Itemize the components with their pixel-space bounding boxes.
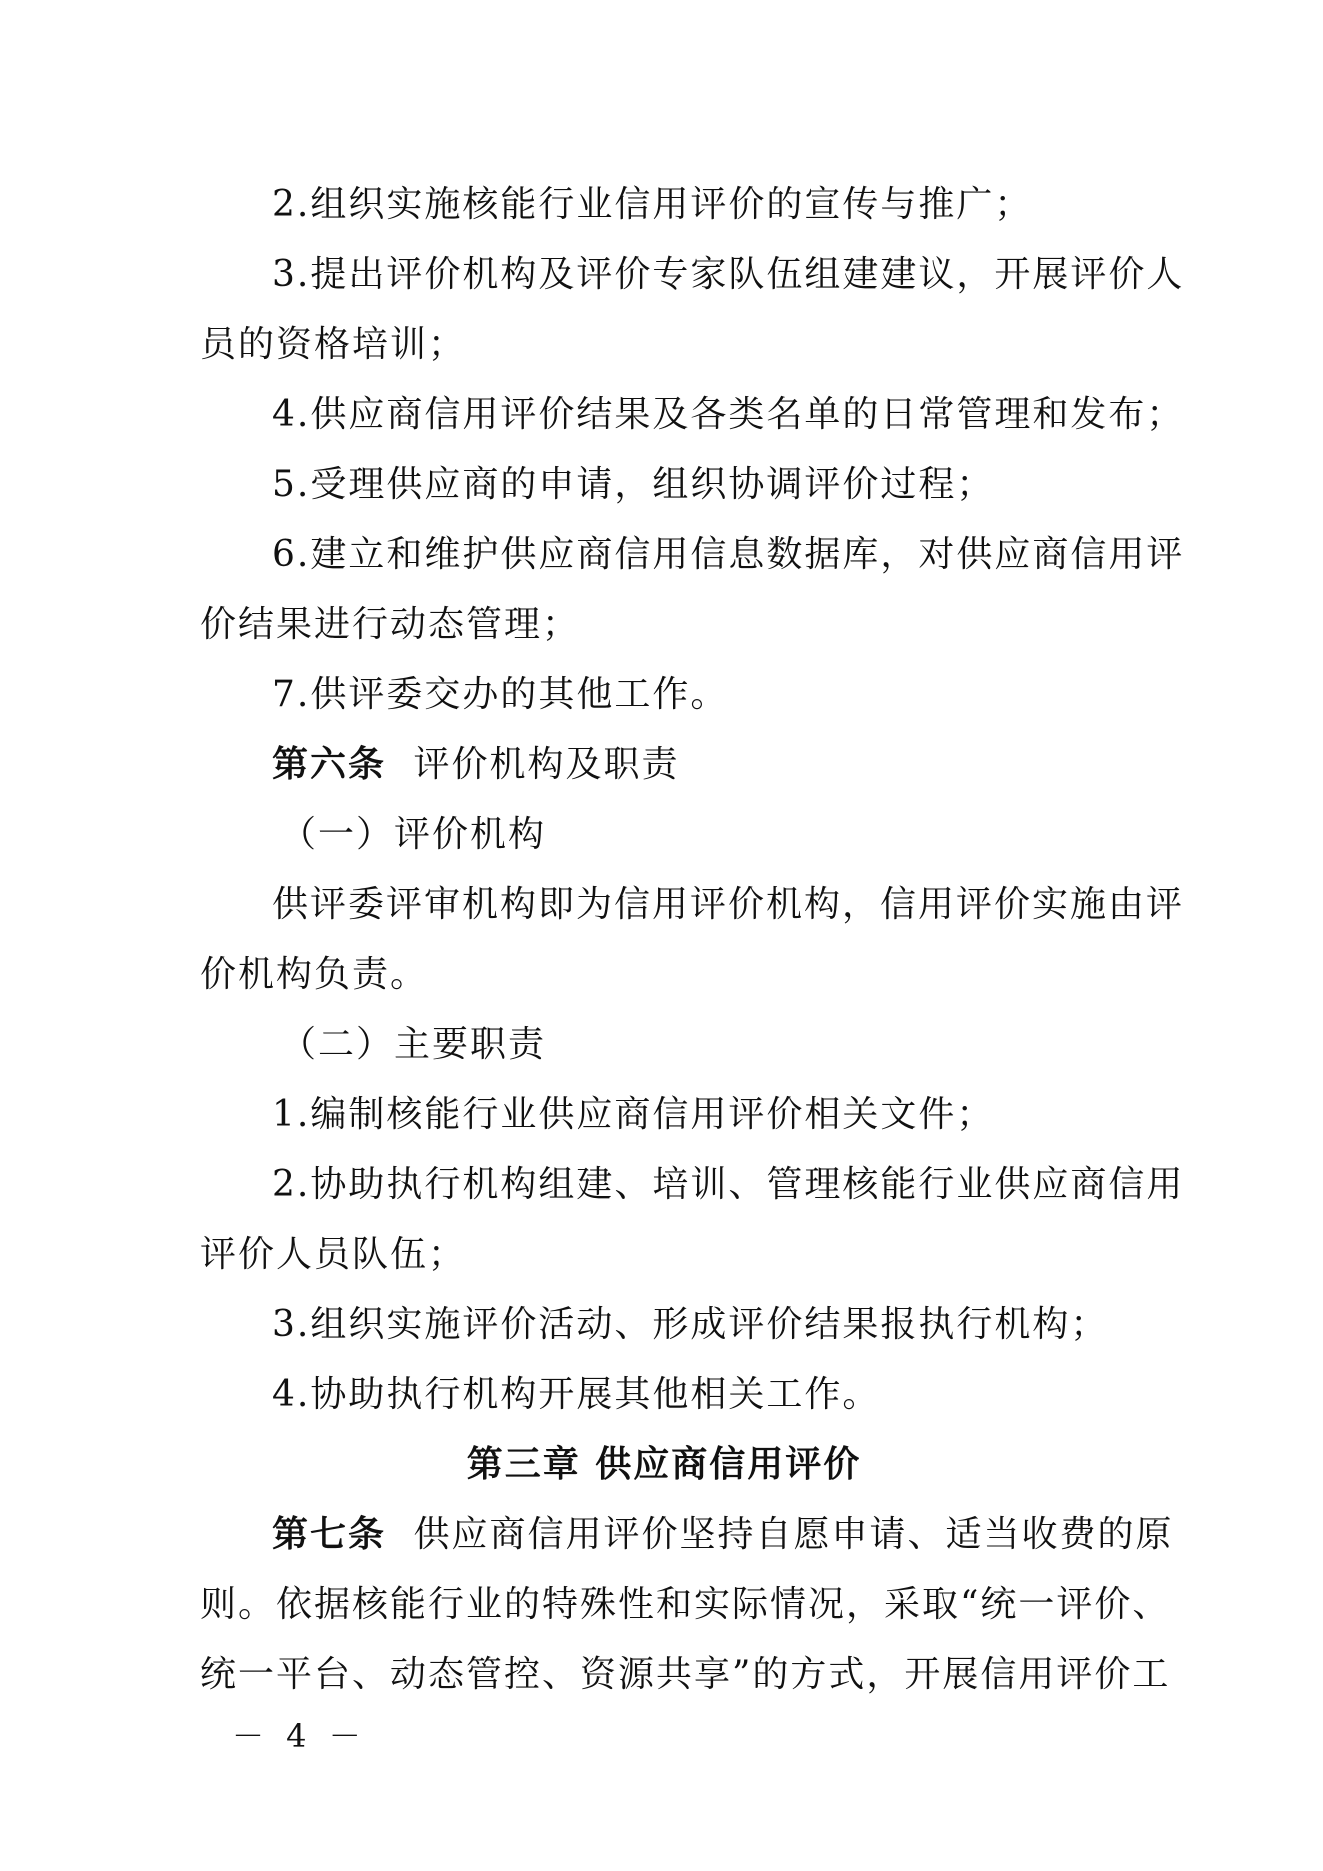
section-2-title: （二）主要职责 [280,1024,547,1065]
article-6-heading: 第六条 [272,744,387,785]
chapter-3-title: 第三章 供应商信用评价 [466,1444,862,1485]
section-1-title: （一）评价机构 [280,814,547,855]
article-6 [200,730,1128,800]
list-item-6-continued: 价结果进行动态管理； [200,604,581,645]
list-item-2: 2.组织实施核能行业信用评价的宣传与推广； [272,184,1033,225]
list-item-3-continued: 员的资格培训； [200,324,467,365]
page-number: － 4 － [232,1717,367,1755]
article-6-title: 评价机构及职责 [413,744,680,785]
paragraph-evaluation-body-continued: 价机构负责。 [200,954,429,995]
paragraph-evaluation-body: 供评委评审机构即为信用评价机构，信用评价实施由评 [272,884,1185,925]
list-item-7: 7.供评委交办的其他工作。 [272,674,729,715]
duty-item-1: 1.编制核能行业供应商信用评价相关文件； [272,1094,995,1135]
list-item-3: 3.提出评价机构及评价专家队伍组建建议，开展评价人 [272,254,1185,295]
list-item-4: 4.供应商信用评价结果及各类名单的日常管理和发布； [272,394,1185,435]
duty-item-2: 2.协助执行机构组建、培训、管理核能行业供应商信用 [272,1164,1185,1205]
article-7-continued-1: 则。依据核能行业的特殊性和实际情况，采取“统一评价、 [200,1584,1171,1625]
list-item-6: 6.建立和维护供应商信用信息数据库，对供应商信用评 [272,534,1185,575]
article-7-text: 供应商信用评价坚持自愿申请、适当收费的原 [413,1514,1174,1555]
article-7 [200,1500,1174,1570]
article-7-continued-2: 统一平台、动态管控、资源共享”的方式，开展信用评价工 [200,1654,1171,1695]
duty-item-2-continued: 评价人员队伍； [200,1234,467,1275]
duty-item-4: 4.协助执行机构开展其他相关工作。 [272,1374,881,1415]
list-item-5: 5.受理供应商的申请，组织协调评价过程； [272,464,995,505]
document-body [200,170,1185,1710]
duty-item-3: 3.组织实施评价活动、形成评价结果报执行机构； [272,1304,1109,1345]
article-7-heading: 第七条 [272,1514,387,1555]
